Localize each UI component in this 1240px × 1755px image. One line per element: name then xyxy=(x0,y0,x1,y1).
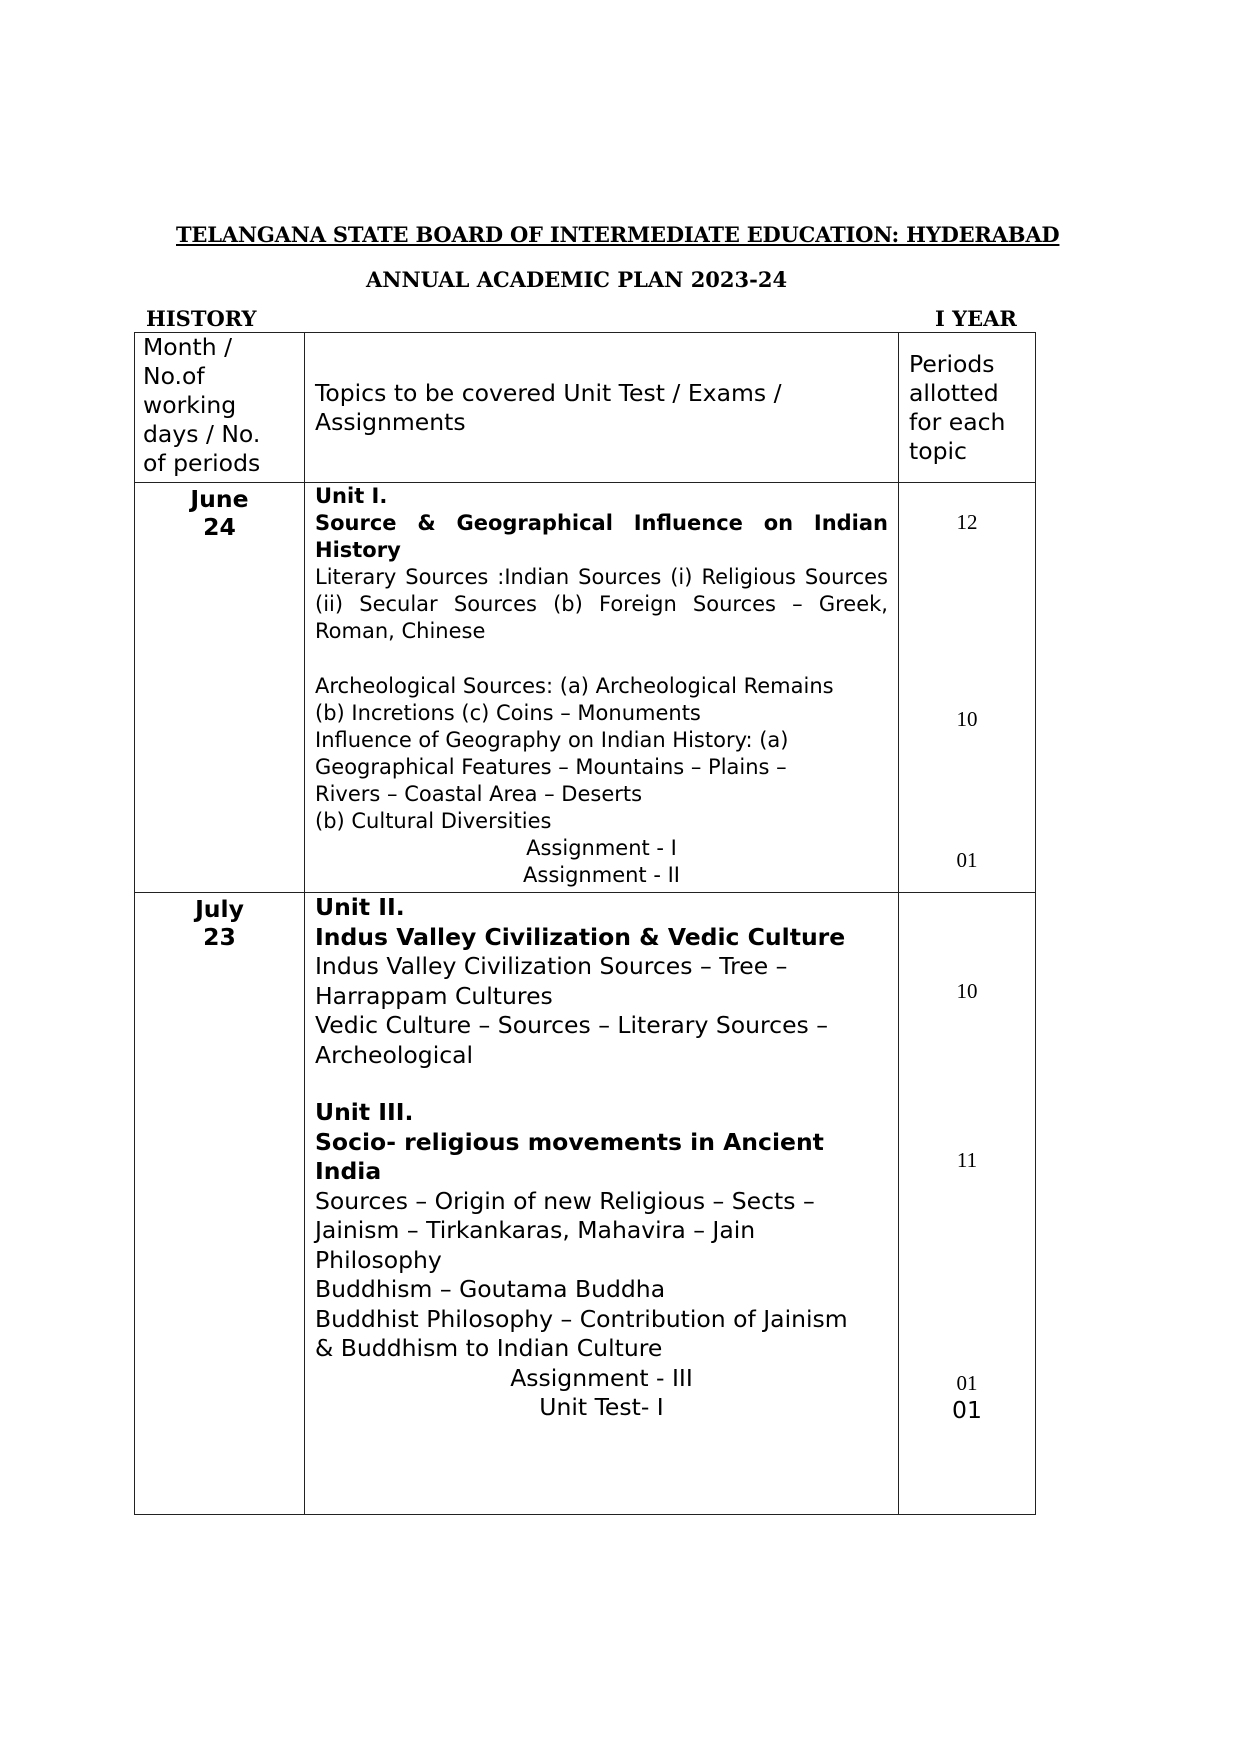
topic-text: Influence of Geography on Indian History: (a) xyxy=(315,728,789,752)
header-month: Month / No.of working days / No. of periods xyxy=(135,333,305,483)
unit-title: Socio- religious movements in Ancient xyxy=(315,1127,824,1156)
unit-title: Source & Geographical Influence on Indian History xyxy=(315,511,888,562)
table-row xyxy=(135,483,1036,893)
working-days: 24 xyxy=(203,513,236,541)
period-value: 12 xyxy=(956,510,978,534)
periods-cell xyxy=(899,483,1036,893)
unit-label: Unit III. xyxy=(315,1098,414,1126)
period-value: 10 xyxy=(956,979,978,1003)
period-value: 01 xyxy=(952,1396,982,1424)
topic-text: Archeological xyxy=(315,1040,474,1069)
plan-title: ANNUAL ACADEMIC PLAN 2023-24 xyxy=(366,267,788,292)
table-header-row xyxy=(135,333,1036,483)
unit-label: Unit I. xyxy=(315,484,388,508)
topic-text: Geographical Features – Mountains – Plains – xyxy=(315,755,787,779)
unit-test-text: Unit Test- I xyxy=(539,1393,664,1421)
month-name: July xyxy=(195,895,244,923)
month-name: June xyxy=(190,485,249,513)
period-value: 10 xyxy=(956,707,978,731)
month-cell xyxy=(135,483,305,893)
period-value: 01 xyxy=(956,848,978,872)
header-topics: Topics to be covered Unit Test / Exams / Assignments xyxy=(305,333,899,483)
unit-title: Indus Valley Civilization & Vedic Culture xyxy=(315,922,846,951)
assignment-text: Assignment - II xyxy=(523,863,680,887)
topic-text: & Buddhism to Indian Culture xyxy=(315,1334,663,1362)
topic-text: Jainism – Tirkankaras, Mahavira – Jain xyxy=(315,1216,756,1244)
subject-label: HISTORY xyxy=(146,306,257,331)
table-row xyxy=(135,893,1036,1515)
working-days: 23 xyxy=(203,923,236,951)
topic-text: Harrappam Cultures xyxy=(315,981,553,1010)
topic-text: Vedic Culture – Sources – Literary Sources – xyxy=(315,1011,828,1039)
periods-cell xyxy=(899,893,1036,1515)
topic-text: Philosophy xyxy=(315,1245,442,1274)
topic-text: (b) Incretions (c) Coins – Monuments xyxy=(315,701,701,725)
header-periods: Periods allotted for each topic xyxy=(899,333,1036,483)
assignment-text: Assignment - I xyxy=(526,836,677,860)
unit-label: Unit II. xyxy=(315,893,405,921)
assignment-text: Assignment - III xyxy=(510,1363,693,1392)
topic-text: Buddhism – Goutama Buddha xyxy=(315,1275,666,1303)
topic-text: Indus Valley Civilization Sources – Tree – xyxy=(315,952,788,980)
topic-text: Literary Sources :Indian Sources (i) Religious Sources (ii) Secular Sources (b) Foreign Sources – Greek, Roman, Chinese xyxy=(315,565,888,643)
topic-text: Archeological Sources: (a) Archeological Remains xyxy=(315,674,834,698)
academic-plan-table xyxy=(134,332,1036,1515)
topic-text: Sources – Origin of new Religious – Sects – xyxy=(315,1186,815,1215)
month-cell xyxy=(135,893,305,1515)
topics-cell xyxy=(305,483,899,893)
period-value: 01 xyxy=(956,1371,978,1395)
topic-text: Buddhist Philosophy – Contribution of Jainism xyxy=(315,1304,848,1333)
topic-text: Rivers – Coastal Area – Deserts xyxy=(315,782,643,806)
period-value: 11 xyxy=(956,1148,978,1172)
unit-title: India xyxy=(315,1157,382,1185)
topics-cell xyxy=(305,893,899,1515)
board-title: TELANGANA STATE BOARD OF INTERMEDIATE EDUCATION: HYDERABAD xyxy=(176,222,1060,247)
year-label: I YEAR xyxy=(935,306,1017,331)
topic-text: (b) Cultural Diversities xyxy=(315,809,552,833)
